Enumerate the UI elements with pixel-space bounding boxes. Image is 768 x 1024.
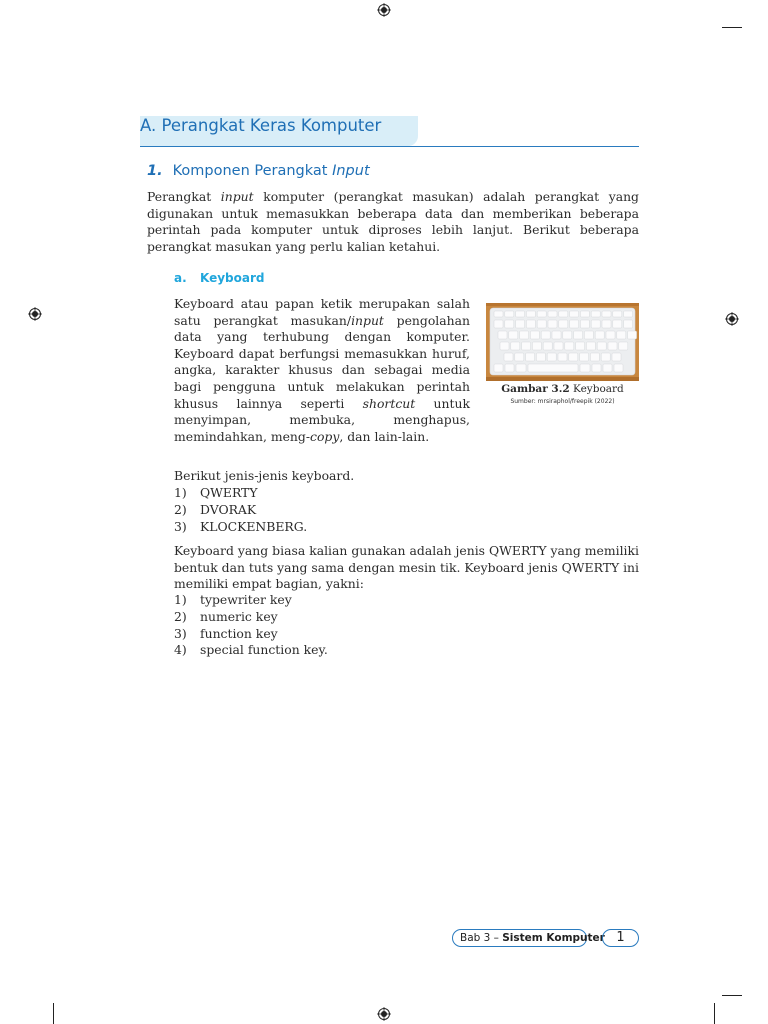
- list-item: [174, 642, 328, 659]
- keyboard-key: [526, 353, 535, 361]
- keyboard-key: [516, 364, 526, 372]
- keyboard-key: [613, 320, 622, 328]
- page-number: 1: [602, 929, 639, 947]
- keyboard-key: [563, 331, 572, 339]
- keyboard-key: [537, 311, 546, 317]
- keyboard-key: [570, 311, 579, 317]
- keyboard-key: [592, 364, 601, 372]
- keyboard-key: [537, 320, 546, 328]
- keyboard-key: [617, 331, 626, 339]
- keyboard-key: [558, 353, 567, 361]
- list-item-label: special function key.: [200, 642, 328, 658]
- keyboard-key: [532, 342, 541, 350]
- keyboard-key: [576, 342, 585, 350]
- section-heading: [140, 115, 381, 137]
- keyboard-types-list: [174, 485, 307, 535]
- figure-label: Gambar 3.2: [501, 383, 570, 395]
- crop-mark: [53, 1003, 54, 1024]
- keyboard-key: [548, 320, 557, 328]
- keyboard-key: [504, 353, 513, 361]
- keyboard-heading-letter: a.: [174, 271, 187, 285]
- keyboard-key: [536, 353, 545, 361]
- subsection-title: Komponen Perangkat: [172, 163, 333, 179]
- keyboard-key: [612, 353, 621, 361]
- qwerty-parts-list: [174, 592, 328, 659]
- keyboard-key: [552, 331, 561, 339]
- keyboard-key: [619, 342, 628, 350]
- footer-chapter-title: Sistem Komputer: [502, 932, 605, 944]
- registration-mark-icon: [725, 312, 739, 326]
- keyboard-key: [541, 331, 550, 339]
- keyboard-key: [547, 353, 556, 361]
- keyboard-key: [505, 311, 514, 317]
- types-intro: Berikut jenis-jenis keyboard.: [174, 468, 355, 483]
- keyboard-illustration: [486, 303, 639, 381]
- keyboard-key: [498, 331, 507, 339]
- list-item-number: 3): [174, 625, 187, 641]
- keyboard-key: [505, 320, 514, 328]
- list-item-label: typewriter key: [200, 592, 292, 607]
- section-heading-rule: [140, 146, 639, 147]
- keyboard-key: [500, 342, 509, 350]
- keyboard-key: [624, 320, 633, 328]
- keyboard-key: [580, 364, 590, 372]
- keyboard-key: [522, 342, 531, 350]
- keyboard-key: [595, 331, 604, 339]
- keyboard-key: [614, 364, 623, 372]
- keyboard-key: [608, 342, 617, 350]
- list-item: [174, 626, 328, 643]
- list-item: [174, 485, 307, 502]
- crop-mark: [722, 27, 742, 28]
- keyboard-key: [516, 311, 525, 317]
- keyboard-key: [584, 331, 593, 339]
- subsection-title-italic: Input: [332, 163, 370, 179]
- keyboard-key: [624, 311, 633, 317]
- list-item-label: QWERTY: [200, 485, 258, 500]
- keyboard-key: [528, 364, 578, 372]
- keyboard-key: [505, 364, 514, 372]
- keyboard-key: [509, 331, 518, 339]
- crop-mark: [722, 995, 742, 996]
- keyboard-key: [559, 320, 568, 328]
- figure-credit: Sumber: mrsiraphol/freepik (2022): [510, 398, 615, 405]
- list-item: [174, 502, 307, 519]
- keyboard-key: [602, 311, 611, 317]
- registration-mark-icon: [28, 307, 42, 321]
- keyboard-key: [606, 331, 615, 339]
- keyboard-key: [543, 342, 552, 350]
- registration-mark-icon: [377, 3, 391, 17]
- keyboard-key: [590, 353, 599, 361]
- section-title: Perangkat Keras Komputer: [161, 116, 382, 135]
- list-item-label: KLOCKENBERG.: [200, 518, 308, 534]
- keyboard-key: [591, 320, 600, 328]
- keyboard-key: [516, 320, 525, 328]
- list-item: [174, 592, 328, 609]
- keyboard-key: [494, 311, 503, 317]
- keyboard-key: [628, 331, 637, 339]
- list-item-label: function key: [200, 625, 278, 641]
- keyboard-paragraph: Keyboard atau papan ketik merupakan salah satu perangkat masukan/input pengolahan data yang terhubung dengan komputer. Keyboard dapat berfungsi memasukkan huruf, angka, karakter khusus dan sebagai media bagi pengguna untuk melakukan perintah khusus lainnya seperti shortcut untuk menyimpan, membuka, menghapus, memindahkan, meng-copy, dan lain-lain.: [174, 296, 470, 444]
- keyboard-key: [530, 331, 539, 339]
- keyboard-key: [601, 353, 610, 361]
- keyboard-key: [570, 320, 579, 328]
- qwerty-paragraph: Keyboard yang biasa kalian gunakan adalah jenis QWERTY yang memiliki bentuk dan tuts yang sama dengan mesin tik. Keyboard jenis QWERTY ini memiliki empat bagian, yakni:: [174, 543, 639, 592]
- keyboard-key: [520, 331, 529, 339]
- figure-caption: [486, 382, 639, 396]
- keyboard-heading: [174, 270, 265, 286]
- keyboard-key: [526, 320, 535, 328]
- list-item-number: 4): [174, 642, 187, 658]
- keyboard-key: [591, 311, 600, 317]
- keyboard-photo: [486, 303, 639, 381]
- chapter-footer: [452, 929, 605, 947]
- list-item-number: 3): [174, 518, 187, 534]
- keyboard-key: [559, 311, 568, 317]
- keyboard-key: [586, 342, 595, 350]
- list-item-number: 2): [174, 608, 187, 624]
- keyboard-key: [494, 320, 503, 328]
- keyboard-key: [554, 342, 563, 350]
- section-letter: A.: [140, 116, 157, 135]
- keyboard-heading-title: Keyboard: [200, 271, 265, 285]
- keyboard-key: [515, 353, 524, 361]
- list-item-number: 1): [174, 592, 187, 607]
- keyboard-key: [580, 353, 589, 361]
- subsection-number: 1.: [147, 163, 163, 179]
- keyboard-key: [548, 311, 557, 317]
- keyboard-key: [569, 353, 578, 361]
- keyboard-key: [565, 342, 574, 350]
- list-item-label: numeric key: [200, 608, 278, 624]
- keyboard-key: [511, 342, 520, 350]
- keyboard-key: [494, 364, 503, 372]
- intro-paragraph: Perangkat input komputer (perangkat masukan) adalah perangkat yang digunakan untuk memasukkan beberapa data dan memberikan beberapa perintah pada komputer untuk diproses lebih lanjut. Berikut beberapa perangkat masukan yang perlu kalian ketahui.: [147, 189, 639, 254]
- keyboard-key: [580, 320, 589, 328]
- footer-chapter: Bab 3 –: [460, 932, 503, 944]
- keyboard-key: [580, 311, 589, 317]
- registration-mark-icon: [377, 1007, 391, 1021]
- keyboard-key: [613, 311, 622, 317]
- list-item-number: 1): [174, 485, 187, 500]
- keyboard-key: [603, 364, 612, 372]
- list-item-number: 2): [174, 501, 187, 517]
- keyboard-key: [602, 320, 611, 328]
- list-item: [174, 609, 328, 626]
- list-item-label: DVORAK: [200, 501, 257, 517]
- figure-name: Keyboard: [569, 383, 624, 395]
- list-item: [174, 519, 307, 536]
- subsection-heading: [147, 161, 370, 181]
- keyboard-key: [574, 331, 583, 339]
- crop-mark: [714, 1003, 715, 1024]
- keyboard-key: [526, 311, 535, 317]
- keyboard-key: [597, 342, 606, 350]
